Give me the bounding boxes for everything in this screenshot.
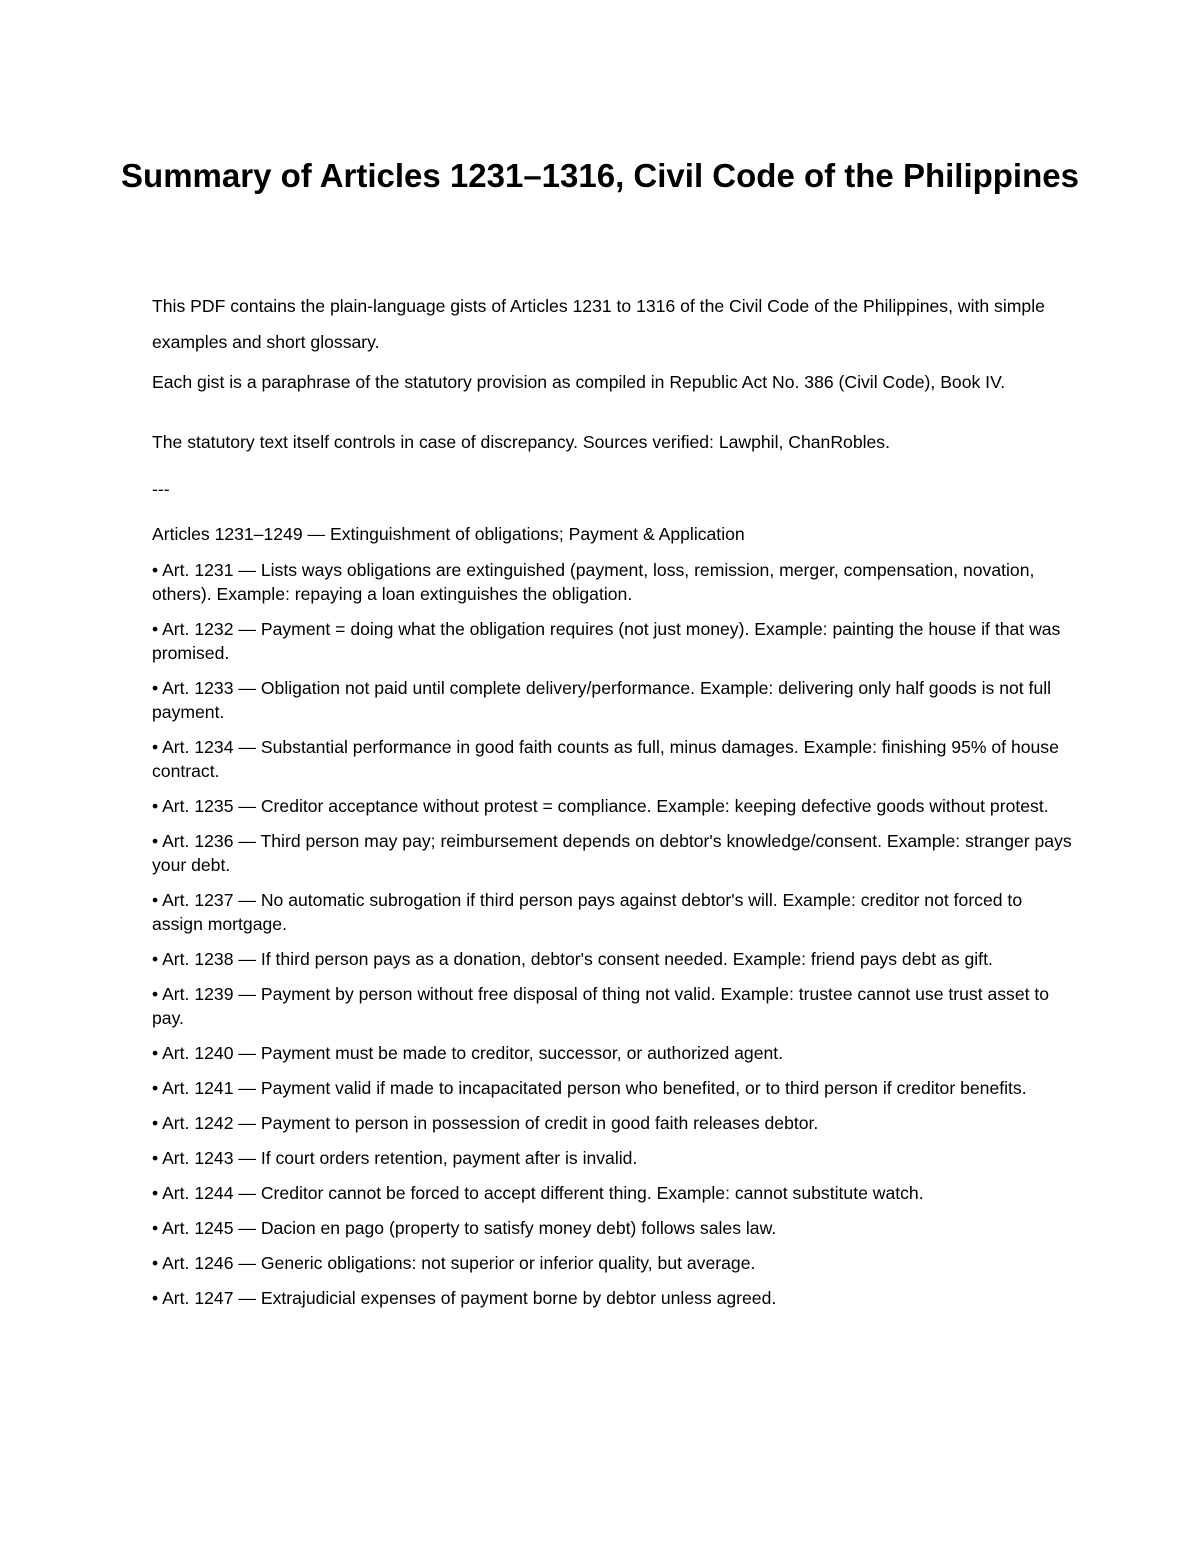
article-item-1245: • Art. 1245 — Dacion en pago (property to satisfy money debt) follows sales law. [152,1218,777,1238]
article-item-1237: • Art. 1237 — No automatic subrogation if third person pays against debtor's will. Example: creditor not forced to assign mortgage. [152,890,1023,934]
article-item-1244: • Art. 1244 — Creditor cannot be forced to accept different thing. Example: cannot substitute watch. [152,1183,924,1203]
article-item-1232: • Art. 1232 — Payment = doing what the obligation requires (not just money). Example: painting the house if that was promised. [152,619,1061,663]
intro-paragraph-3: The statutory text itself controls in case of discrepancy. Sources verified: Lawphil, ChanRobles. [152,432,890,452]
article-item-1238: • Art. 1238 — If third person pays as a donation, debtor's consent needed. Example: friend pays debt as gift. [152,949,993,969]
document-title: Summary of Articles 1231–1316, Civil Code of the Philippines [121,157,1079,194]
article-item-1239: • Art. 1239 — Payment by person without free disposal of thing not valid. Example: trustee cannot use trust asset to pay. [152,984,1050,1028]
intro-paragraph-1: This PDF contains the plain-language gists of Articles 1231 to 1316 of the Civil Code of the Philippines, with simple examples and short glossary. [152,296,1045,352]
article-item-1234: • Art. 1234 — Substantial performance in good faith counts as full, minus damages. Example: finishing 95% of house contract. [152,737,1059,781]
article-item-1246: • Art. 1246 — Generic obligations: not superior or inferior quality, but average. [152,1253,756,1273]
article-list [152,558,1072,1321]
article-item-1243: • Art. 1243 — If court orders retention, payment after is invalid. [152,1148,638,1168]
article-item-1236: • Art. 1236 — Third person may pay; reimbursement depends on debtor's knowledge/consent. Example: stranger pays your debt. [152,831,1072,875]
separator: --- [152,479,170,499]
section-heading: Articles 1231–1249 — Extinguishment of obligations; Payment & Application [152,524,745,544]
article-item-1247: • Art. 1247 — Extrajudicial expenses of payment borne by debtor unless agreed. [152,1288,777,1308]
article-item-1233: • Art. 1233 — Obligation not paid until complete delivery/performance. Example: delivering only half goods is not full payment. [152,678,1052,722]
article-item-1240: • Art. 1240 — Payment must be made to creditor, successor, or authorized agent. [152,1043,784,1063]
article-item-1235: • Art. 1235 — Creditor acceptance without protest = compliance. Example: keeping defective goods without protest. [152,796,1049,816]
article-item-1231: • Art. 1231 — Lists ways obligations are extinguished (payment, loss, remission, merger, compensation, novation, others). Example: repaying a loan extinguishes the obligation. [152,560,1035,604]
intro-paragraph-2: Each gist is a paraphrase of the statutory provision as compiled in Republic Act No. 386 (Civil Code), Book IV. [152,372,1006,392]
article-item-1241: • Art. 1241 — Payment valid if made to incapacitated person who benefited, or to third person if creditor benefits. [152,1078,1027,1098]
article-item-1242: • Art. 1242 — Payment to person in possession of credit in good faith releases debtor. [152,1113,819,1133]
